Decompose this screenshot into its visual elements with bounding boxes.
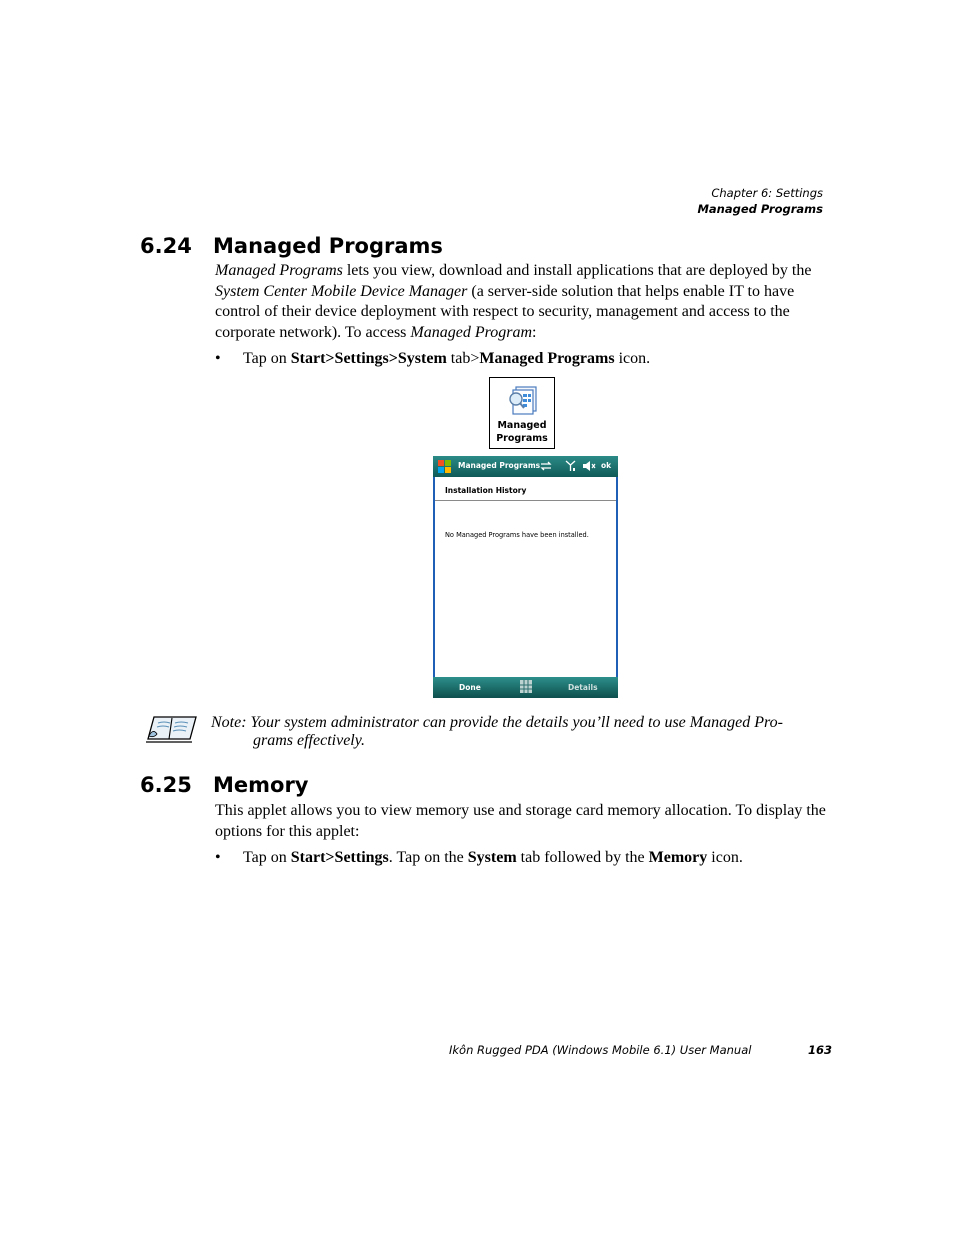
done-softkey[interactable]: Done [459,683,481,692]
section-title: Memory [213,773,309,797]
app-title: Managed Programs [458,461,541,470]
title-bar [433,456,618,477]
bullet-mark: • [215,350,221,367]
installation-history-heading: Installation History [445,486,527,495]
keyboard-icon[interactable] [520,680,532,693]
note-book-icon [145,714,199,744]
section-heading-6-25 [140,772,540,798]
softkey-bar [433,677,618,698]
windows-start-icon[interactable] [438,460,451,473]
memory-paragraph: This applet allows you to view memory use and storage card memory allocation. To display the options for this applet: [215,802,826,840]
emphasis: Managed Program [410,323,533,341]
section-title: Managed Programs [213,234,443,258]
signal-icon [564,460,577,472]
volume-icon [582,460,596,472]
managed-programs-app-icon [489,377,555,449]
icon-label-line-1: Managed [497,420,547,431]
managed-programs-paragraph: Managed Programs lets you view, download and install applications that are deployed by the System Center Mobile Device Manager (a server-side solution that helps enable IT to have control of their device deployment with respect to security, management and access to the corporate network). To access Managed Program: [215,262,812,341]
footer-title: Ikôn Rugged PDA (Windows Mobile 6.1) User Manual [449,1043,752,1057]
running-header-section: Managed Programs [697,202,823,216]
instruction-text: Tap on Start>Settings>System tab>Managed Programs icon. [243,350,651,367]
emphasis: System Center Mobile Device Manager [215,282,468,300]
page-number: 163 [808,1043,833,1057]
details-softkey[interactable]: Details [568,683,598,692]
empty-message: No Managed Programs have been installed. [445,531,589,539]
section-number: 6.25 [140,773,192,797]
section-number: 6.24 [140,234,192,258]
instruction-text: Tap on Start>Settings. Tap on the System tab followed by the Memory icon. [243,849,743,866]
note-label: Note: [211,714,247,731]
note-line-2: grams effectively. [253,732,365,749]
note-text [211,714,831,750]
ok-button[interactable]: ok [601,461,612,470]
screen-content [435,477,616,677]
emphasis: Managed Programs [215,262,343,279]
bullet-mark: • [215,849,221,866]
note-line-1: Note: Your system administrator can provide the details you’ll need to use Managed Pro- [211,714,783,731]
icon-label-line-2: Programs [496,433,548,444]
running-header-chapter: Chapter 6: Settings [711,186,823,200]
connectivity-icon [539,460,553,472]
managed-programs-icon [507,385,539,417]
divider [435,500,616,501]
section-heading-6-24 [140,233,540,259]
phone-screenshot [433,456,618,698]
